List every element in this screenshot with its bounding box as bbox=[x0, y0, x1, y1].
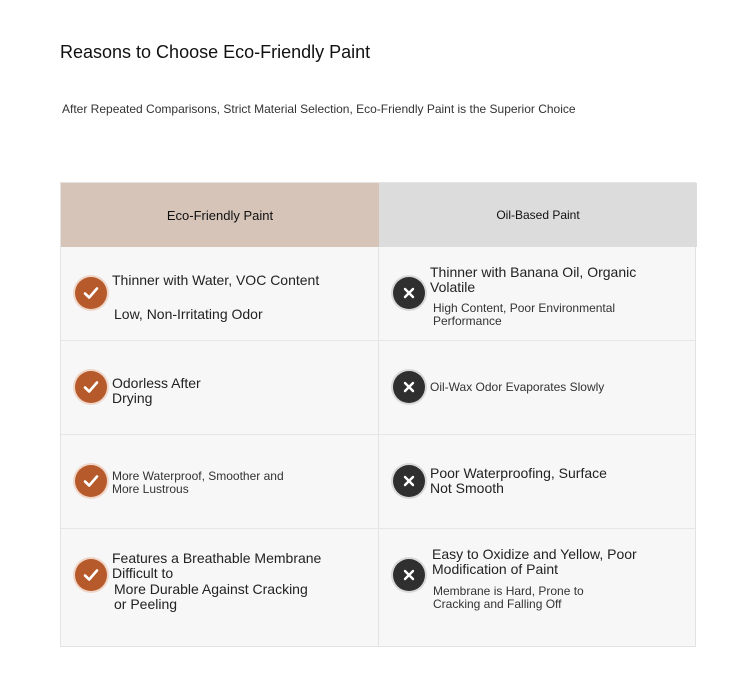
cell-text: Thinner with Banana Oil, Organic Volatile bbox=[430, 264, 637, 296]
header-eco-friendly-label: Eco-Friendly Paint bbox=[166, 207, 274, 223]
checkmark-icon bbox=[75, 371, 107, 403]
cell-text: Easy to Oxidize and Yellow, Poor Modification of Paint bbox=[432, 546, 637, 578]
cell-text: Membrane is Hard, Prone to Cracking and Falling Off bbox=[433, 584, 584, 612]
page-subtitle: After Repeated Comparisons, Strict Material Selection, Eco-Friendly Paint is the Superior Choice bbox=[62, 102, 576, 116]
cell-text: More Waterproof, Smoother and More Lustrous bbox=[112, 469, 284, 497]
cell-text: Oil-Wax Odor Evaporates Slowly bbox=[430, 380, 605, 394]
cell-text: High Content, Poor Environmental Performance bbox=[433, 301, 616, 329]
cell-text: Low, Non-Irritating Odor bbox=[114, 306, 263, 322]
header-oil-based-label: Oil-Based Paint bbox=[496, 208, 580, 222]
cross-icon bbox=[393, 559, 425, 591]
checkmark-icon bbox=[75, 559, 107, 591]
cross-icon bbox=[393, 277, 425, 309]
table-row-4-oil bbox=[379, 529, 695, 622]
cell-text: Odorless After Drying bbox=[112, 375, 201, 407]
page-title: Reasons to Choose Eco-Friendly Paint bbox=[60, 42, 371, 62]
table-row-1-oil bbox=[379, 247, 695, 340]
header-eco-friendly bbox=[61, 183, 379, 247]
cell-text: More Durable Against Cracking or Peeling bbox=[114, 581, 308, 613]
table-row-4-eco bbox=[61, 529, 378, 622]
cell-text: Poor Waterproofing, Surface Not Smooth bbox=[430, 465, 607, 497]
header-oil-based bbox=[379, 183, 697, 247]
table-row-2-oil bbox=[379, 341, 695, 434]
cell-text: Thinner with Water, VOC Content bbox=[112, 272, 320, 288]
table-row-3-oil bbox=[379, 435, 695, 528]
table-row-2-eco bbox=[61, 341, 378, 434]
table-row-1-eco bbox=[61, 247, 378, 340]
cross-icon bbox=[393, 371, 425, 403]
checkmark-icon bbox=[75, 277, 107, 309]
cross-icon bbox=[393, 465, 425, 497]
checkmark-icon bbox=[75, 465, 107, 497]
cell-text: Features a Breathable Membrane Difficult to bbox=[112, 550, 322, 582]
comparison-table bbox=[60, 182, 696, 647]
table-row-3-eco bbox=[61, 435, 378, 528]
